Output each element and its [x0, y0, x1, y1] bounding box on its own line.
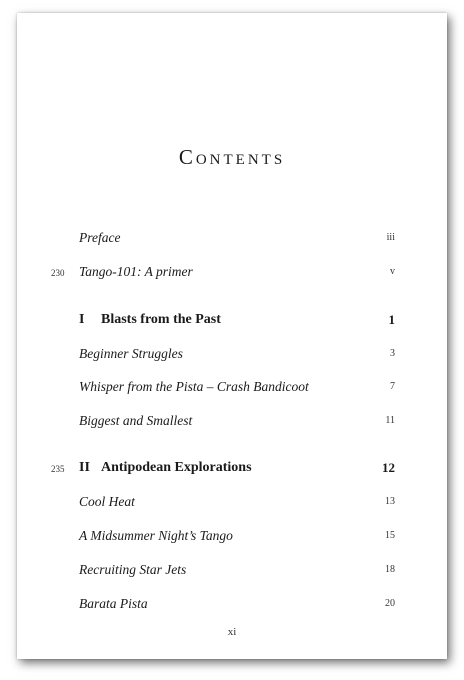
toc-part-title: [79, 460, 252, 476]
book-page: [17, 13, 447, 659]
toc-label: Cool Heat: [79, 494, 135, 509]
toc-page-number: 18: [385, 564, 395, 575]
toc-row: [17, 413, 447, 433]
toc-part-row: [17, 312, 447, 332]
margin-number: 235: [51, 464, 65, 474]
toc-entry-title: [79, 379, 309, 395]
toc-page-number: 20: [385, 598, 395, 609]
toc-row: [17, 230, 447, 250]
toc-row: [17, 494, 447, 514]
toc-label: Blasts from the Past: [101, 312, 221, 327]
toc-label: Antipodean Explorations: [101, 460, 252, 475]
toc-label: Beginner Struggles: [79, 346, 183, 361]
toc-row: [17, 264, 447, 284]
margin-number: 230: [51, 268, 65, 278]
toc-label: Preface: [79, 230, 121, 245]
toc-label: Tango-101: A primer: [79, 264, 193, 279]
toc-part-row: [17, 460, 447, 480]
toc-part-title: [79, 312, 221, 328]
toc-page-number: 12: [382, 460, 395, 475]
toc-entry-title: [79, 346, 183, 362]
toc-row: [17, 528, 447, 548]
toc-page-number: iii: [386, 232, 395, 243]
toc-page-number: 1: [388, 312, 395, 327]
toc-page-number: 11: [385, 415, 395, 426]
toc-row: [17, 562, 447, 582]
toc-row: [17, 379, 447, 399]
toc-label: Biggest and Smallest: [79, 413, 193, 428]
part-numeral: II: [79, 460, 90, 475]
toc-entry-title: [79, 413, 192, 429]
toc-entry-title: [79, 494, 135, 510]
toc-label: Recruiting Star Jets: [79, 562, 187, 577]
toc-entry-title: [79, 230, 120, 246]
footer-page-number: xi: [227, 626, 237, 638]
toc-row: [17, 346, 447, 366]
toc-row: [17, 596, 447, 616]
toc-page-number: v: [390, 266, 395, 277]
toc-page-number: 15: [385, 530, 395, 541]
page-title: Contents: [178, 145, 286, 169]
toc-entry-title: [79, 562, 186, 578]
toc-label: Barata Pista: [79, 596, 148, 611]
toc-label: A Midsummer Night’s Tango: [79, 528, 233, 543]
toc-entry-title: [79, 264, 193, 280]
toc-page-number: 7: [390, 381, 395, 392]
toc-entry-title: [79, 596, 148, 612]
toc-page-number: 3: [390, 348, 395, 359]
part-numeral: I: [79, 312, 85, 327]
toc-label: Whisper from the Pista – Crash Bandicoot: [79, 379, 309, 394]
toc-page-number: 13: [385, 496, 395, 507]
toc-entry-title: [79, 528, 233, 544]
